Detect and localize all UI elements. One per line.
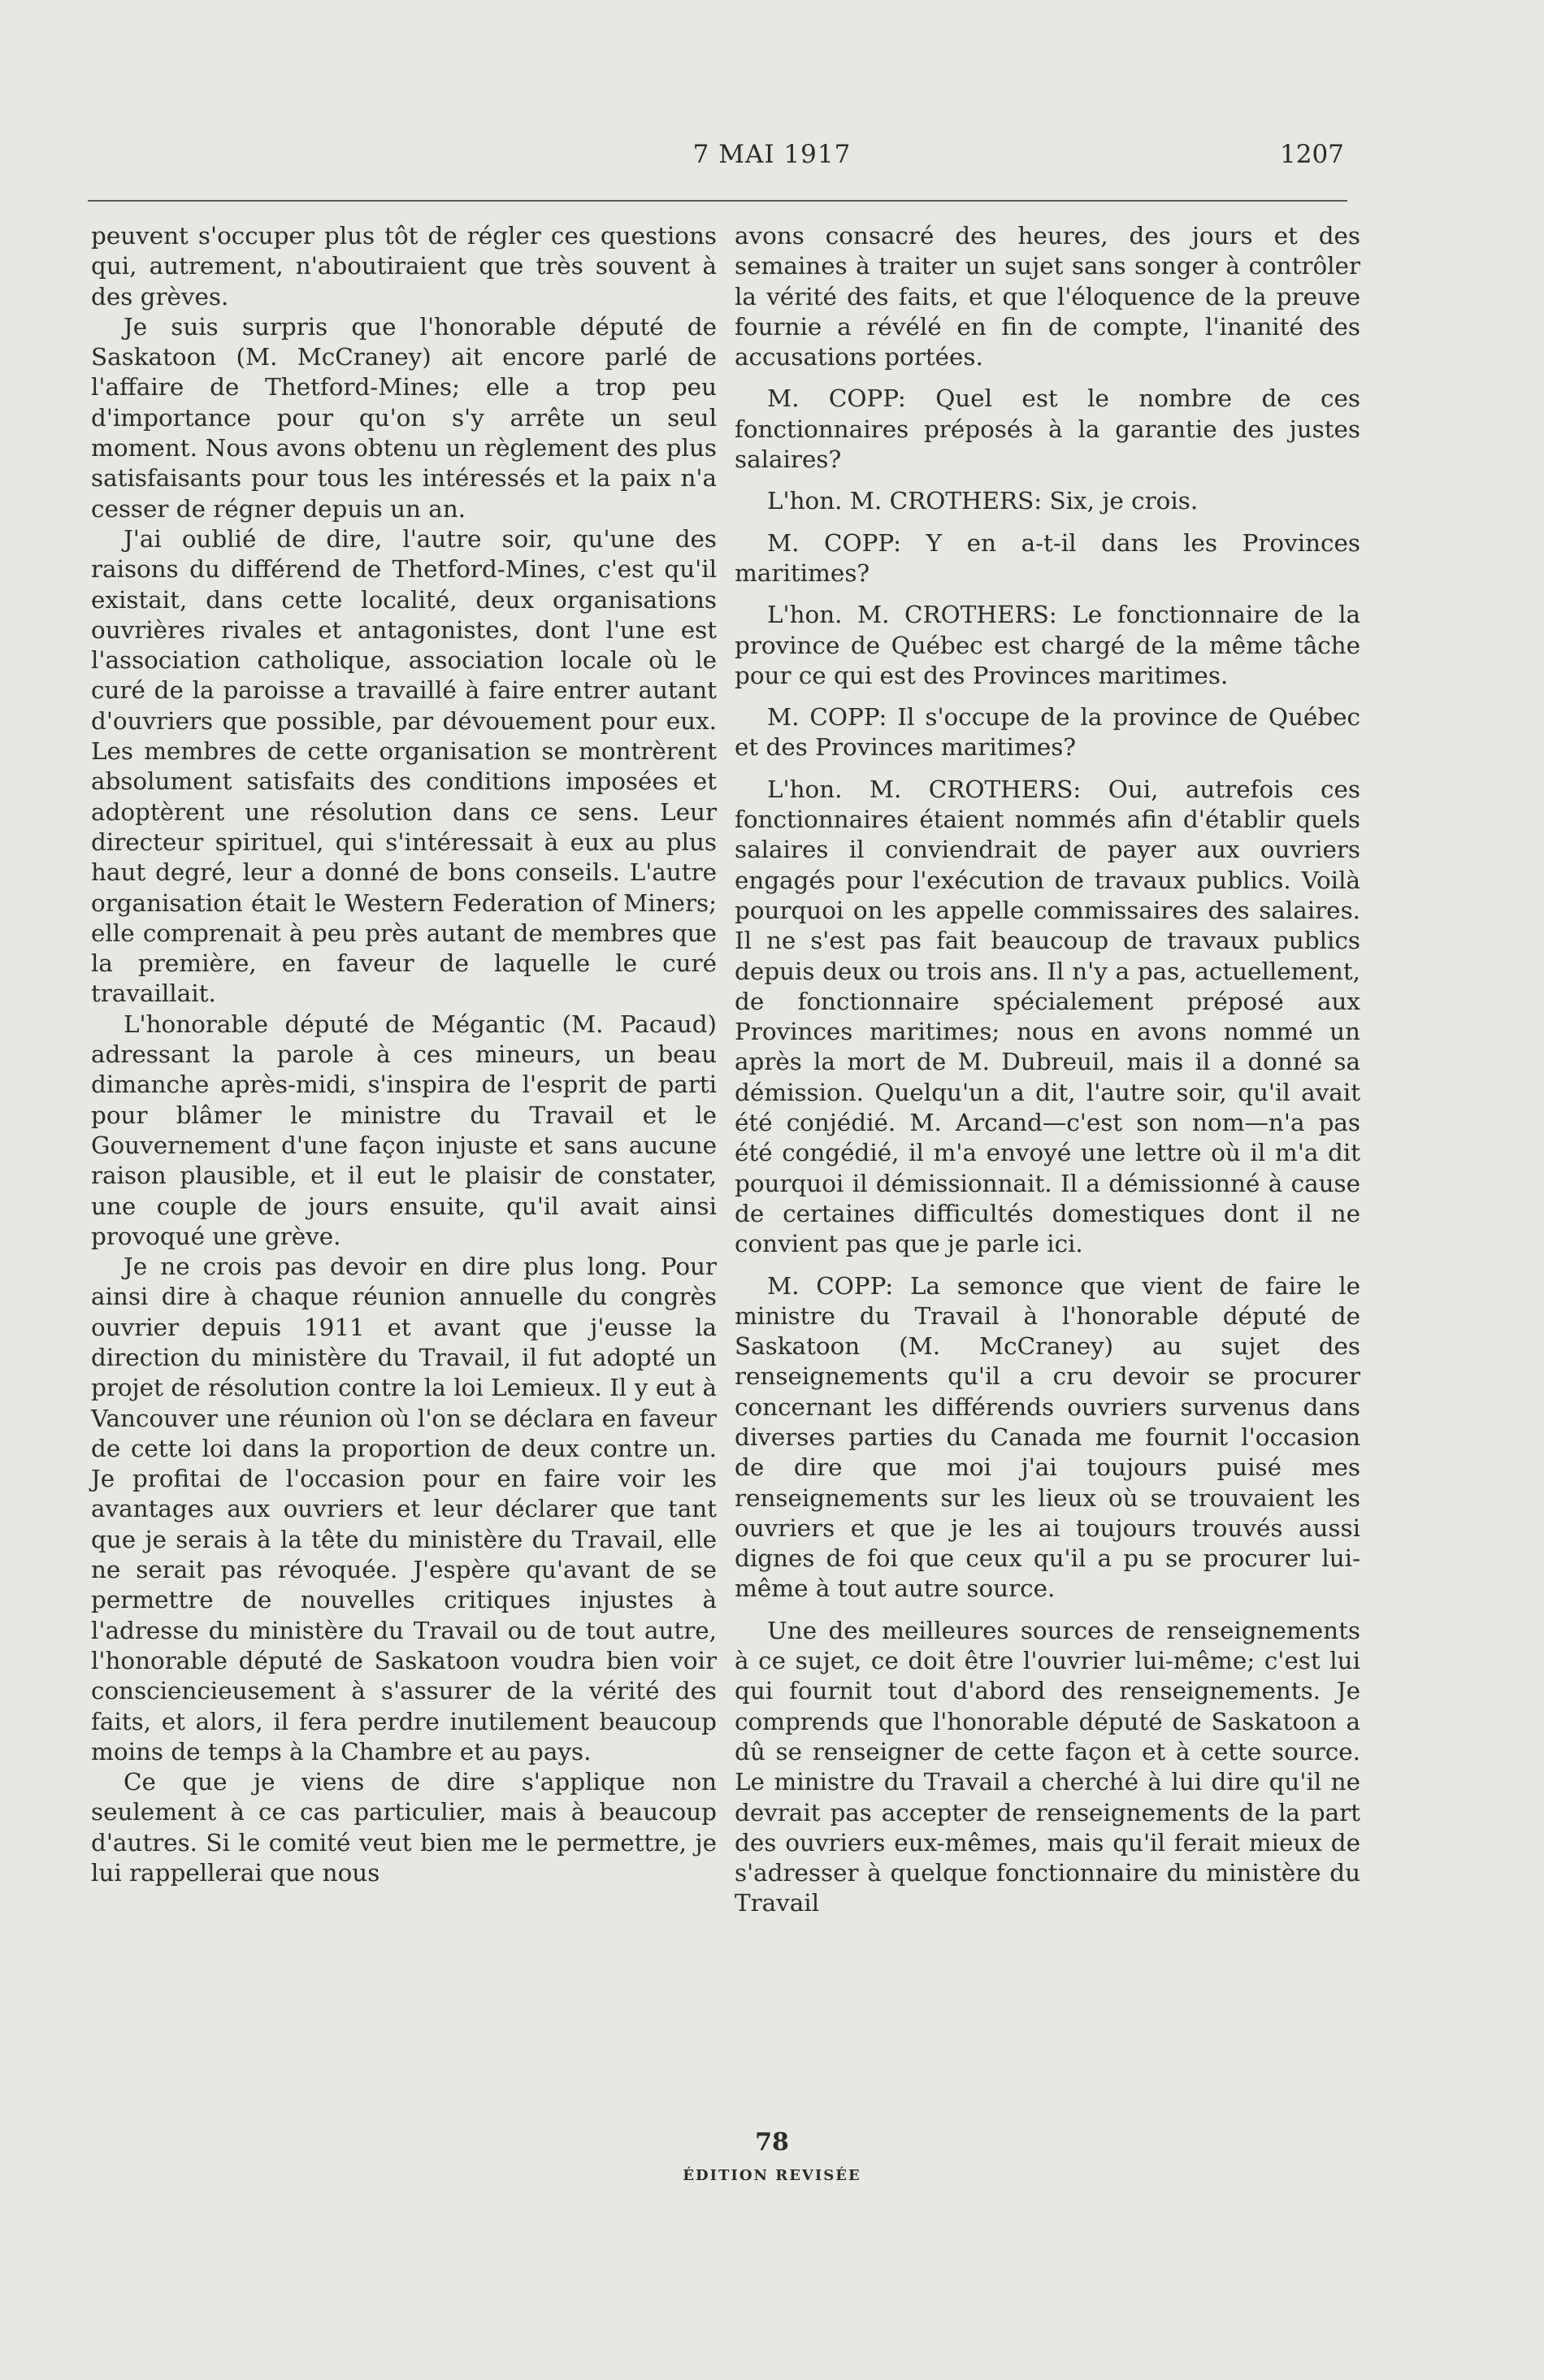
- paragraph: Ce que je viens de dire s'applique non seulement à ce cas particulier, mais à beaucoup d'autres. Si le comité veut bien me le permettre, je lui rappellerai que nous: [91, 1768, 717, 1887]
- signature-number: 78: [755, 2128, 789, 2156]
- speech-paragraph: L'hon. M. CROTHERS: Le fonctionnaire de la province de Québec est chargé de la même tâche pour ce qui est des Provinces maritimes.: [735, 601, 1360, 689]
- speech-paragraph: M. COPP: Y en a-t-il dans les Provinces maritimes?: [735, 528, 1360, 587]
- speech-paragraph: L'hon. M. CROTHERS: Oui, autrefois ces fonctionnaires étaient nommés afin d'établir quels salaires il conviendrait de payer aux ouvriers engagés pour l'exécution de travaux publics. Voilà pourquoi on les appelle commissaires des salaires. Il ne s'est pas fait beaucoup de travaux publics depuis deux ou trois ans. Il n'y a pas, actuellement, de fonctionnaire spécialement préposé aux Provinces maritimes; nous en avons nommé un après la mort de M. Dubreuil, mais il a donné sa démission. Quelqu'un a dit, l'autre soir, qu'il avait été conjédié. M. Arcand—c'est son nom—n'a pas été congédié, il m'a envoyé une lettre où il m'a dit pourquoi il démissionnait. Il a démissionné à cause de certaines difficultés domestiques dont il ne convient pas que je parle ici.: [735, 775, 1360, 1258]
- speech-paragraph: M. COPP: Quel est le nombre de ces fonctionnaires préposés à la garantie des justes salaires?: [735, 384, 1360, 474]
- edition-label: ÉDITION REVISÉE: [683, 2167, 861, 2184]
- left-column: [91, 221, 717, 1888]
- paragraph: Je ne crois pas devoir en dire plus long. Pour ainsi dire à chaque réunion annuelle du congrès ouvrier depuis 1911 et avant que j'eusse la direction du ministère du Travail, il fut adopté un projet de résolution contre la loi Lemieux. Il y eut à Vancouver une réunion où l'on se déclara en faveur de cette loi dans la proportion de deux contre un. Je profitai de l'occasion pour en faire voir les avantages aux ouvriers et leur déclarer que tant que je serais à la tête du ministère du Travail, elle ne serait pas révoquée. J'espère qu'avant de se permettre de nouvelles critiques injustes à l'adresse du ministère du Travail ou de tout autre, l'honorable député de Saskatoon voudra bien voir consciencieusement à s'assurer de la vérité des faits, et alors, il fera perdre inutilement beaucoup moins de temps à la Chambre et au pays.: [91, 1253, 717, 1765]
- paragraph: J'ai oublié de dire, l'autre soir, qu'une des raisons du différend de Thetford-Mines, c'est qu'il existait, dans cette localité, deux organisations ouvrières rivales et antagonistes, dont l'une est l'association catholique, association locale où le curé de la paroisse a travaillé à faire entrer autant d'ouvriers que possible, par dévouement pour eux. Les membres de cette organisation se montrèrent absolument satisfaits des conditions imposées et adoptèrent une résolution dans ce sens. Leur directeur spirituel, qui s'intéressait à eux au plus haut degré, leur a donné de bons conseils. L'autre organisation était le Western Federation of Miners; elle comprenait à peu près autant de membres que la première, en faveur de laquelle le curé travaillait.: [91, 524, 717, 1008]
- paragraph: Je suis surpris que l'honorable député de Saskatoon (M. McCraney) ait encore parlé de l'affaire de Thetford-Mines; elle a trop peu d'importance pour qu'on s'y arrête un seul moment. Nous avons obtenu un règlement des plus satisfaisants pour tous les intéressés et la paix n'a cesser de régner depuis un an.: [91, 312, 717, 523]
- paragraph: L'honorable député de Mégantic (M. Pacaud) adressant la parole à ces mineurs, un beau dimanche après-midi, s'inspira de l'esprit de parti pour blâmer le ministre du Travail et le Gouvernement d'une façon injuste et sans aucune raison plausible, et il eut le plaisir de constater, une couple de jours ensuite, qu'il avait ainsi provoqué une grève.: [91, 1010, 717, 1250]
- speech-paragraph: Une des meilleures sources de renseignements à ce sujet, ce doit être l'ouvrier lui-même; c'est lui qui fournit tout d'abord des renseignements. Je comprends que l'honorable député de Saskatoon a dû se renseigner de cette façon et à cette source. Le ministre du Travail a cherché à lui dire qu'il ne devrait pas accepter de renseignements de la part des ouvriers eux-mêmes, mais qu'il ferait mieux de s'adresser à quelque fonctionnaire du ministère du Travail: [735, 1616, 1360, 1917]
- page-date: 7 MAI 1917: [692, 140, 852, 169]
- paragraph: avons consacré des heures, des jours et des semaines à traiter un sujet sans songer à contrôler la vérité des faits, et que l'éloquence de la preuve fournie a révélé en fin de compte, l'inanité des accusations portées.: [735, 222, 1360, 371]
- header-rule: [88, 200, 1347, 202]
- right-column: [735, 221, 1360, 1930]
- speech-paragraph: M. COPP: Il s'occupe de la province de Québec et des Provinces maritimes?: [735, 703, 1360, 762]
- speech-paragraph: L'hon. M. CROTHERS: Six, je crois.: [767, 487, 1199, 515]
- page-number: 1207: [1280, 140, 1344, 169]
- paragraph: peuvent s'occuper plus tôt de régler ces questions qui, autrement, n'aboutiraient que très souvent à des grèves.: [91, 222, 717, 311]
- speech-paragraph: M. COPP: La semonce que vient de faire le ministre du Travail à l'honorable député de Saskatoon (M. McCraney) au sujet des renseignements qu'il a cru devoir se procurer concernant les différends ouvriers survenus dans diverses parties du Canada me fournit l'occasion de dire que moi j'ai toujours puisé mes renseignements sur les lieux où se trouvaient les ouvriers et que je les ai toujours trouvés aussi dignes de foi que ceux qu'il a pu se procurer lui-même à tout autre source.: [735, 1271, 1360, 1603]
